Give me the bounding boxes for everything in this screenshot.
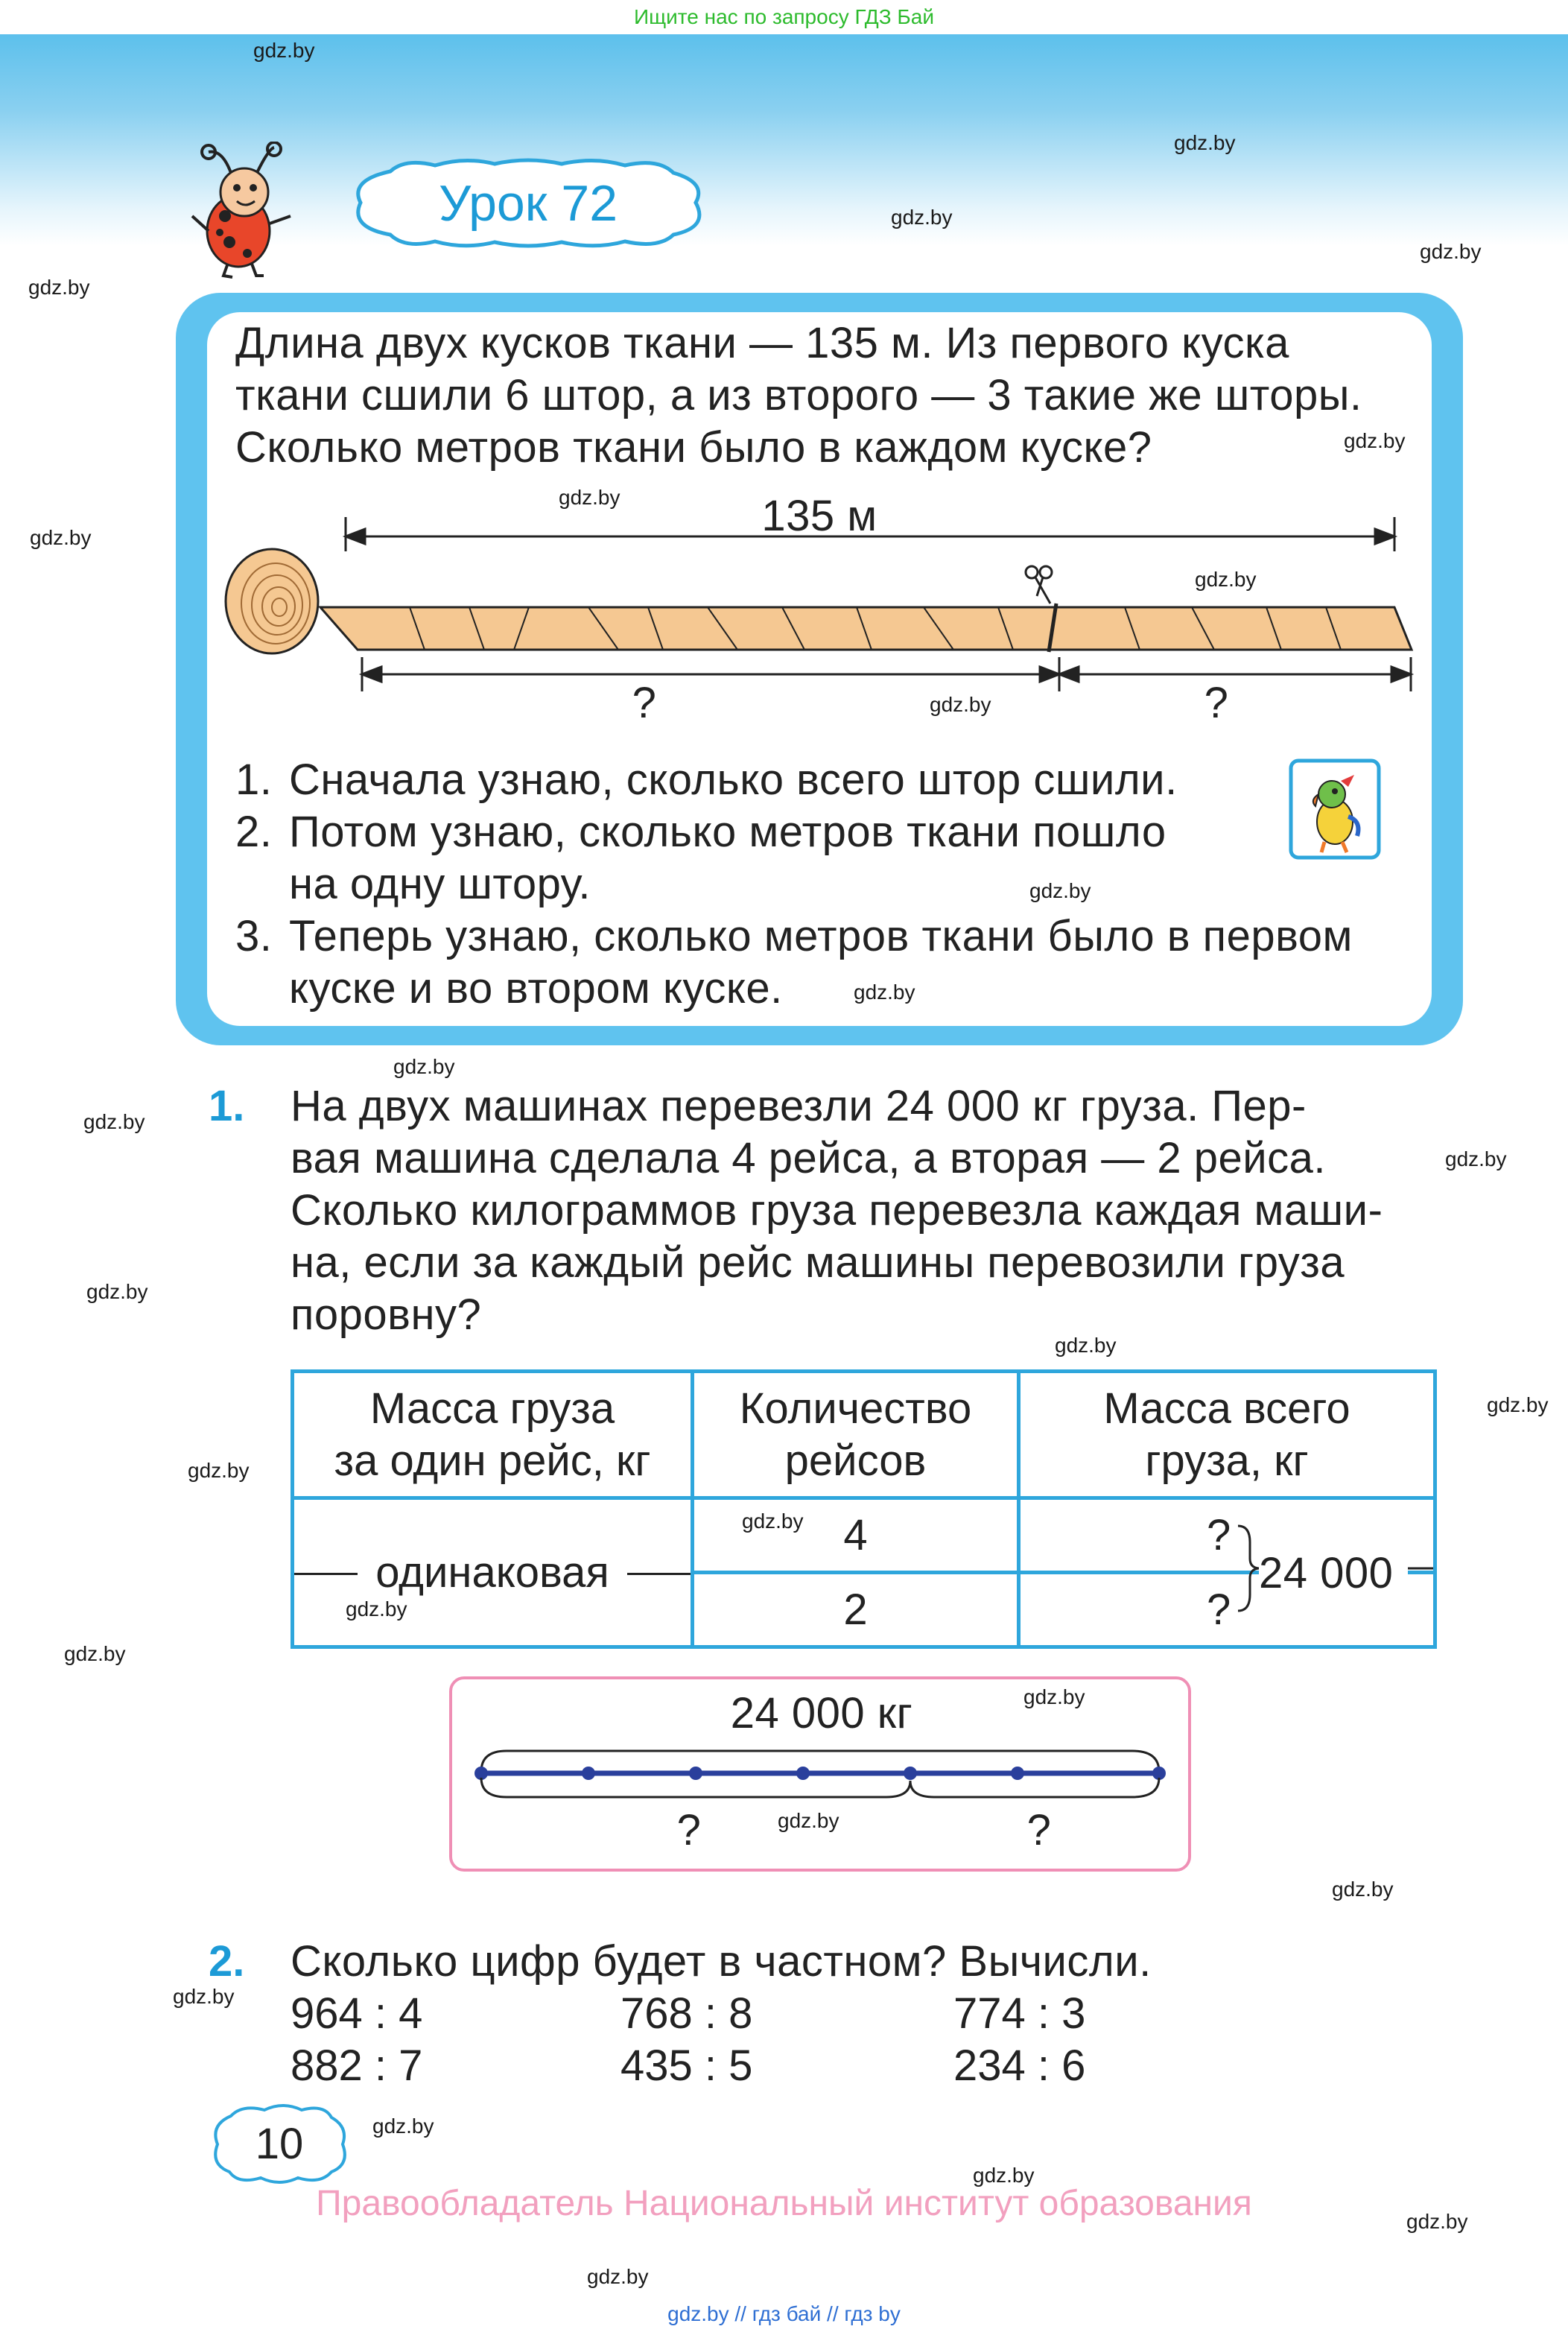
- watermark: gdz.by: [1487, 1393, 1549, 1416]
- same-mass-cell: одинаковая: [293, 1498, 693, 1647]
- trips-cell: 2: [693, 1573, 1019, 1647]
- watermark: gdz.by: [559, 486, 620, 509]
- watermark: gdz.by: [1174, 131, 1236, 154]
- lesson-title: Урок 72: [438, 175, 618, 232]
- watermark: gdz.by: [253, 39, 315, 62]
- scissors-icon: [1026, 566, 1052, 603]
- watermark: gdz.by: [973, 2164, 1035, 2187]
- header-mass-per-trip: Масса груза за один рейс, кг: [293, 1372, 693, 1498]
- ladybug-icon: [186, 142, 305, 283]
- watermark: gdz.by: [1420, 240, 1482, 263]
- watermark: gdz.by: [854, 980, 915, 1004]
- watermark: gdz.by: [778, 1809, 839, 1832]
- header-trips: Количество рейсов: [693, 1372, 1019, 1498]
- watermark: gdz.by: [393, 1055, 455, 1078]
- solution-steps: [235, 754, 1412, 1015]
- watermark: gdz.by: [173, 1985, 235, 2008]
- watermark: gdz.by: [1344, 429, 1406, 452]
- division-expr: 964 : 4: [291, 1989, 423, 2038]
- step-item: 3. Теперь узнаю, сколько метров ткани было в первом куске и во втором куске.: [235, 912, 1353, 1013]
- watermark: gdz.by: [30, 526, 92, 549]
- watermark: gdz.by: [188, 1459, 250, 1482]
- header-total-mass: Масса всего груза, кг: [1019, 1372, 1435, 1498]
- piece2-question: ?: [1204, 679, 1229, 727]
- segment-question-1: ?: [676, 1806, 702, 1854]
- segment-question-2: ?: [1026, 1806, 1052, 1854]
- bottom-links: gdz.by // гдз бай // гдз by: [667, 2302, 901, 2325]
- watermark: gdz.by: [1445, 1147, 1507, 1170]
- total-cell: ?: [1019, 1573, 1435, 1647]
- step-item: 1. Сначала узнаю, сколько всего штор сшили.: [235, 755, 1178, 804]
- division-expr: 882 : 7: [291, 2041, 423, 2090]
- watermark: gdz.by: [1029, 879, 1091, 902]
- search-hint: Ищите нас по запросу ГДЗ Бай: [0, 0, 1568, 34]
- piece1-question: ?: [632, 679, 657, 727]
- division-expr: 435 : 5: [620, 2041, 753, 2090]
- watermark: gdz.by: [28, 276, 90, 299]
- division-expr: 774 : 3: [953, 1989, 1086, 2038]
- exercise-1-number: 1.: [209, 1082, 245, 1130]
- watermark: gdz.by: [1055, 1334, 1117, 1357]
- total-cell: ?: [1019, 1498, 1435, 1573]
- watermark: gdz.by: [742, 1509, 804, 1533]
- watermark: gdz.by: [1195, 568, 1257, 591]
- watermark: gdz.by: [1406, 2210, 1468, 2233]
- watermark: gdz.by: [346, 1597, 407, 1621]
- division-expr: 768 : 8: [620, 1989, 753, 2038]
- division-expr: 234 : 6: [953, 2041, 1086, 2090]
- exercise-1-text: На двух машинах перевезли 24 000 кг груза. Пер- вая машина сделала 4 рейса, а вторая — 2 рейса. Сколько килограммов груза перевезла каждая маши- на, если за каждый рейс машины перевозили груза поровну?: [291, 1082, 1383, 1339]
- sum-value: 24 000: [1259, 1547, 1408, 1600]
- watermark: gdz.by: [930, 693, 991, 716]
- watermark: gdz.by: [1332, 1878, 1394, 1901]
- task-text: Длина двух кусков ткани — 135 м. Из первого куска ткани сшили 6 штор, а из второго — 3 такие же шторы. Сколько метров ткани было в каждом куске?: [235, 319, 1362, 472]
- trips-cell: 4: [693, 1498, 1019, 1573]
- segment-total-label: 24 000 кг: [730, 1689, 913, 1737]
- watermark: gdz.by: [1023, 1685, 1085, 1708]
- step-item: 2. Потом узнаю, сколько метров ткани пошло на одну штору.: [235, 808, 1167, 908]
- watermark: gdz.by: [372, 2114, 434, 2138]
- watermark: gdz.by: [64, 1642, 126, 1665]
- watermark: gdz.by: [891, 206, 953, 229]
- parrot-icon: [1289, 758, 1381, 860]
- watermark: gdz.by: [587, 2265, 649, 2288]
- watermark: gdz.by: [83, 1110, 145, 1133]
- exercise-2-number: 2.: [209, 1937, 245, 1986]
- total-length-label: 135 м: [761, 492, 877, 540]
- copyright-footer: Правообладатель Национальный институт образования: [316, 2184, 1252, 2223]
- watermark: gdz.by: [86, 1280, 148, 1303]
- exercise-2-text: Сколько цифр будет в частном? Вычисли.: [291, 1937, 1152, 1986]
- page-number: 10: [255, 2120, 304, 2168]
